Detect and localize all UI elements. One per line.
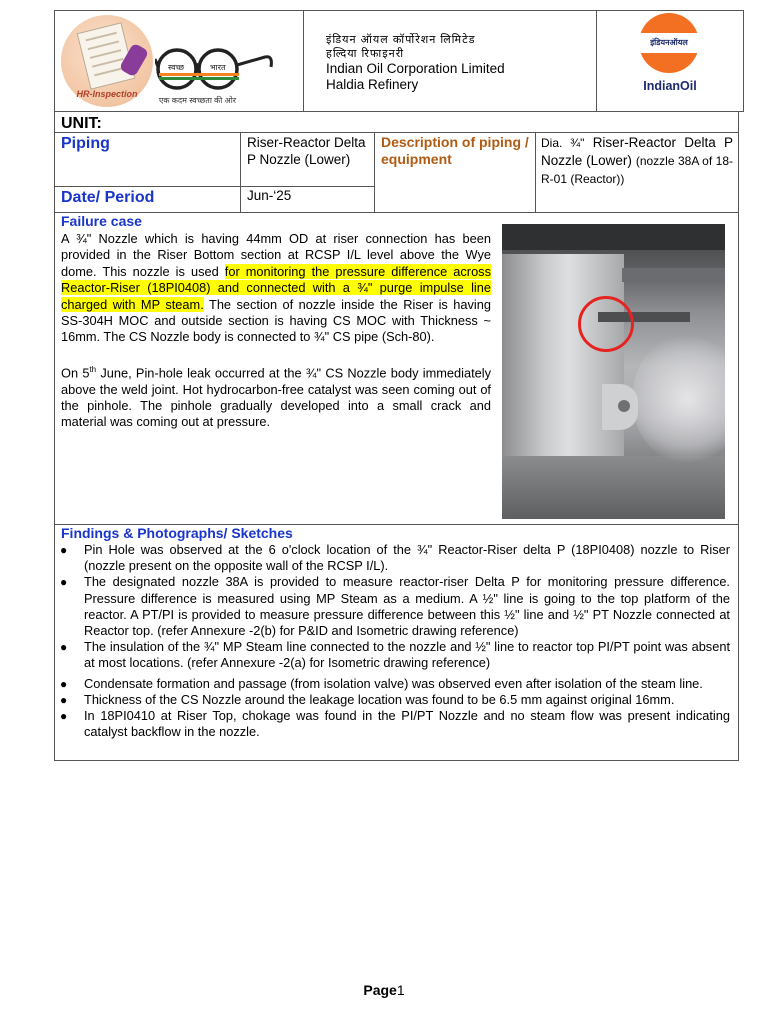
- stamp-caption: HR-Inspection: [76, 89, 138, 99]
- findings-section: [54, 525, 739, 761]
- list-item: ● In 18PI0410 at Riser Top, chokage was found in the PI/PT Nozzle and no steam flow was present indicating catalyst backflow in the nozzle.: [60, 708, 730, 740]
- failure-paragraph-2: On 5th June, Pin-hole leak occurred at the ¾" CS Nozzle body immediately above the weld joint. Hot hydrocarbon-free catalyst was seen coming out of the pinhole. The pinhole gradually developed into a small crack and material was coming out at pressure.: [61, 364, 492, 430]
- indianoil-logo-cell: [597, 11, 743, 111]
- nozzle-leak-photo: [502, 224, 725, 519]
- piping-label: Piping: [61, 135, 110, 152]
- hindi-org-line: इंडियन ऑयल कॉर्पोरेशन लिमिटेड: [326, 34, 476, 46]
- page-number: 1: [396, 982, 405, 998]
- item-text: Riser-Reactor Delta P Nozzle (Lower): [247, 135, 366, 167]
- indianoil-brand: IndianOil: [643, 79, 697, 93]
- list-item: ● Pin Hole was observed at the 6 o'clock location of the ¾" Reactor-Riser delta P (18PI0408) nozzle to Riser (nozzle present on the opposite wall of the RCSP I/L).: [60, 542, 730, 574]
- description-value: [541, 134, 733, 188]
- findings-heading: Findings & Photographs/ Sketches: [61, 525, 293, 541]
- description-prefix: Dia. ¾": [541, 136, 585, 150]
- bharat-word: भारत: [210, 63, 226, 72]
- page-label: Page: [363, 982, 397, 998]
- highlighted-text: for monitoring the pressure difference across Reactor-Riser (18PI0408) and connected with a ¾" purge impulse line charged with MP steam.: [61, 263, 491, 312]
- page-footer: [0, 982, 768, 998]
- unit-label: UNIT:: [61, 115, 102, 132]
- description-main: Riser-Reactor Delta P Nozzle (Lower): [541, 135, 733, 168]
- organisation-block: [304, 11, 597, 111]
- org-name: Indian Oil Corporation Limited: [326, 61, 505, 76]
- date-label: Date/ Period: [61, 189, 155, 206]
- swachh-word: स्वच्छ: [168, 63, 185, 72]
- hindi-refinery-line: हल्दिया रिफाइनरी: [326, 48, 405, 60]
- failure-case-heading: Failure case: [61, 213, 142, 229]
- failure-text: [61, 231, 491, 431]
- failure-case-section: [54, 213, 739, 525]
- leak-location-marker: [578, 296, 634, 352]
- date-value: Jun-‘25: [247, 188, 292, 203]
- unit-table: [54, 112, 739, 213]
- steam-cloud: [632, 334, 725, 464]
- swachh-tagline: एक कदम स्वच्छता की ओर: [159, 96, 237, 105]
- hr-inspection-logo: [61, 15, 153, 107]
- letterhead: [54, 10, 744, 112]
- logos-cell: [55, 11, 304, 111]
- failure-paragraph-1: A ¾" Nozzle which is having 44mm OD at riser connection has been provided in the Riser Bottom section at RCSP I/L level above the Wye dome. This nozzle is used for monitoring the pressure difference across Reactor-Riser (18PI0408) and connected with a ¾" purge impulse line charged with MP steam. The section of nozzle inside the Riser is having SS-304H MOC and outside section is having CS MOC with Thickness ~ 16mm. The CS Nozzle body is connected to ¾" CS pipe (Sch-80).: [61, 231, 491, 345]
- list-item: ● The insulation of the ¾" MP Steam line connected to the nozzle and ½" line to reactor top PI/PT point was absent at most locations. (refer Annexure -2(a) for Isometric drawing reference): [60, 639, 730, 671]
- list-item: ● Thickness of the CS Nozzle around the leakage location was found to be 6.5 mm against original 16mm.: [60, 691, 675, 707]
- indianoil-logo-icon: [639, 13, 699, 73]
- list-item: ● The designated nozzle 38A is provided to measure reactor-riser Delta P for monitoring pressure difference. Pressure difference is measured using MP Steam as a medium. A ½" line is going to the top platform of the reactor. A PT/PI is provided to measure pressure difference between this ½" line and ½" PT Nozzle connected at Reactor top. (refer Annexure -2(b) for P&ID and Isometric drawing reference): [60, 574, 730, 639]
- list-item: ● Condensate formation and passage (from isolation valve) was observed even after isolation of the steam line.: [60, 675, 703, 691]
- refinery-name: Haldia Refinery: [326, 77, 419, 92]
- indianoil-hindi-logo-text: इंडियनऑयल: [650, 38, 688, 47]
- description-note: (nozzle 38A of 18-R-01 (Reactor)): [541, 154, 733, 186]
- description-label: Description of piping / equipment: [381, 134, 529, 167]
- findings-list: [55, 542, 738, 740]
